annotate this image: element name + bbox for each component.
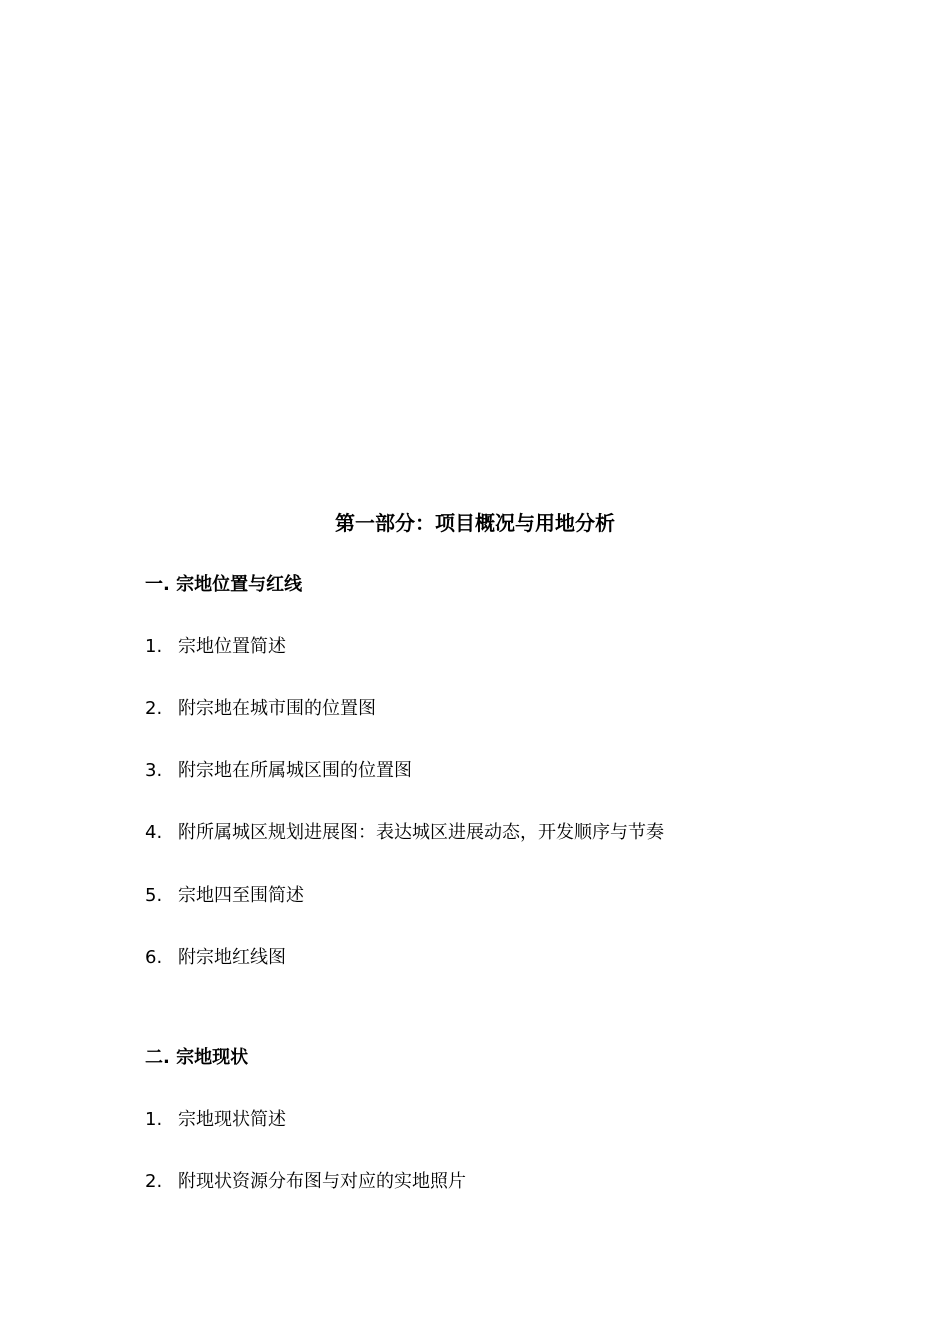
list-item: [145, 696, 376, 722]
list-item-number: 3.: [145, 760, 163, 781]
list-item: [145, 758, 412, 784]
list-item: [145, 634, 286, 660]
list-item-text: 宗地四至围简述: [178, 885, 304, 906]
page-title: 第一部分：项目概况与用地分析: [335, 511, 615, 535]
list-item-number: 2.: [145, 698, 163, 719]
list-item: [145, 883, 304, 909]
section-heading-site-status: 二. 宗地现状: [145, 1047, 249, 1068]
list-item-number: 6.: [145, 947, 163, 968]
list-item-number: 2.: [145, 1171, 163, 1192]
list-item-text: 附现状资源分布图与对应的实地照片: [178, 1171, 466, 1192]
list-item-text: 附宗地在城市围的位置图: [178, 698, 376, 719]
list-item: [145, 945, 286, 971]
list-item-number: 4.: [145, 822, 163, 843]
section-heading-site-location: 一. 宗地位置与红线: [145, 574, 303, 595]
list-item-text: 宗地位置简述: [178, 636, 286, 657]
list-item-text: 宗地现状简述: [178, 1109, 286, 1130]
list-item-text: 附所属城区规划进展图：表达城区进展动态，开发顺序与节奏: [178, 822, 664, 843]
list-item: [145, 820, 664, 846]
list-item-text: 附宗地红线图: [178, 947, 286, 968]
list-item-number: 1.: [145, 1109, 163, 1130]
list-item-text: 附宗地在所属城区围的位置图: [178, 760, 412, 781]
list-item: [145, 1169, 466, 1195]
list-item-number: 1.: [145, 636, 163, 657]
list-item-number: 5.: [145, 885, 163, 906]
list-item: [145, 1107, 286, 1133]
